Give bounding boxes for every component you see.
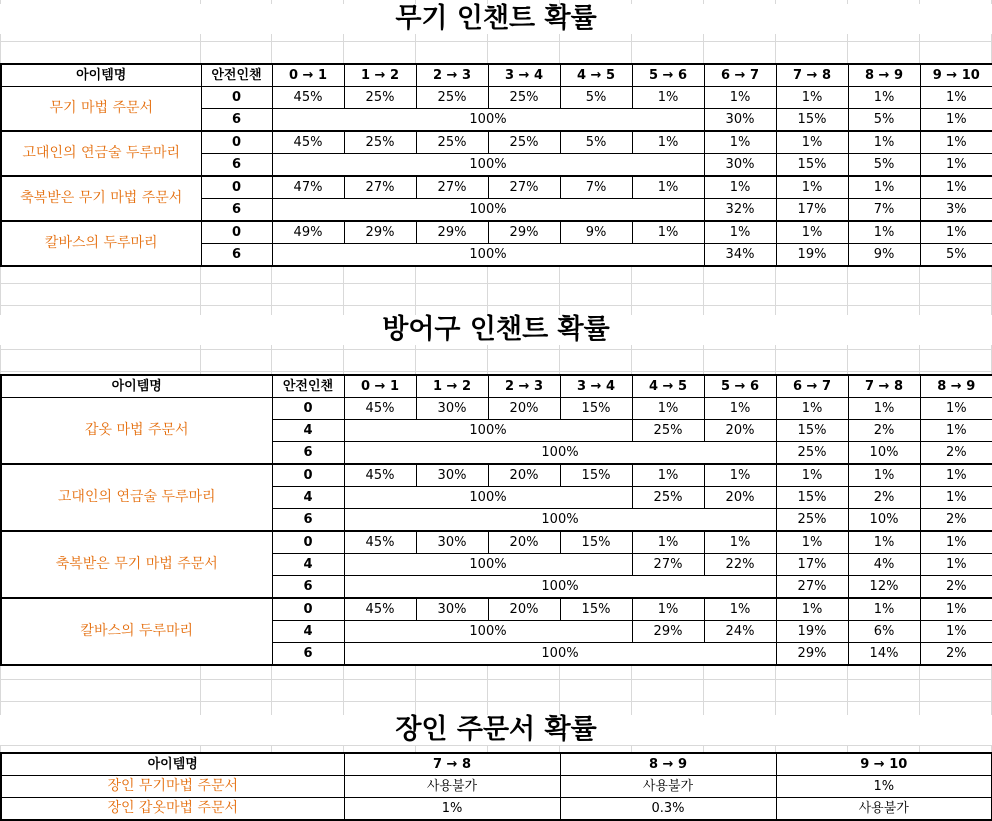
probability-cell: 1%: [776, 221, 848, 244]
column-header: 0 → 1: [272, 64, 344, 87]
probability-cell: 100%: [344, 442, 776, 465]
table-row: [1, 531, 992, 554]
probability-cell: 20%: [704, 420, 776, 442]
table-row: [1, 598, 992, 621]
probability-cell: 1%: [920, 554, 992, 576]
probability-cell: 10%: [848, 442, 920, 465]
column-header: 6 → 7: [776, 375, 848, 398]
probability-cell: 29%: [776, 643, 848, 666]
column-header: 3 → 4: [488, 64, 560, 87]
probability-cell: 14%: [848, 643, 920, 666]
probability-cell: 29%: [416, 221, 488, 244]
column-header: 안전인챈: [272, 375, 344, 398]
probability-cell: 1%: [920, 398, 992, 420]
probability-cell: 5%: [920, 244, 992, 267]
item-name: 칼바스의 두루마리: [1, 221, 201, 266]
table-row: [1, 798, 992, 821]
safe-enchant-level: 6: [201, 199, 272, 222]
item-name: 무기 마법 주문서: [1, 87, 201, 132]
probability-cell: 24%: [704, 621, 776, 643]
probability-cell: 1%: [344, 798, 560, 821]
probability-cell: 15%: [776, 420, 848, 442]
probability-cell: 25%: [776, 442, 848, 465]
probability-cell: 15%: [560, 464, 632, 487]
probability-cell: 32%: [704, 199, 776, 222]
probability-cell: 7%: [848, 199, 920, 222]
safe-enchant-level: 6: [201, 109, 272, 132]
probability-cell: 45%: [344, 531, 416, 554]
probability-cell: 15%: [776, 109, 848, 132]
probability-cell: 29%: [488, 221, 560, 244]
header-row: [1, 375, 992, 398]
probability-cell: 25%: [416, 87, 488, 109]
probability-cell: 1%: [632, 131, 704, 154]
column-header: 아이템명: [1, 753, 344, 776]
probability-cell: 1%: [920, 131, 992, 154]
probability-cell: 17%: [776, 554, 848, 576]
probability-cell: 25%: [344, 87, 416, 109]
safe-enchant-level: 6: [272, 442, 344, 465]
probability-cell: 15%: [560, 531, 632, 554]
column-header: 아이템명: [1, 64, 201, 87]
column-header: 4 → 5: [632, 375, 704, 398]
probability-cell: 1%: [776, 398, 848, 420]
column-header: 7 → 8: [776, 64, 848, 87]
armor-enchant-table: [0, 374, 992, 666]
probability-cell: 1%: [920, 464, 992, 487]
probability-cell: 100%: [272, 244, 704, 267]
probability-cell: 30%: [416, 531, 488, 554]
probability-cell: 1%: [704, 131, 776, 154]
column-header: 0 → 1: [344, 375, 416, 398]
probability-cell: 27%: [416, 176, 488, 199]
safe-enchant-level: 0: [272, 464, 344, 487]
probability-cell: 30%: [416, 464, 488, 487]
table-row: [1, 221, 992, 244]
probability-cell: 49%: [272, 221, 344, 244]
probability-cell: 30%: [704, 154, 776, 177]
probability-cell: 1%: [920, 487, 992, 509]
probability-cell: 27%: [344, 176, 416, 199]
safe-enchant-level: 0: [201, 176, 272, 199]
probability-cell: 5%: [560, 131, 632, 154]
weapon-enchant-table: [0, 63, 992, 267]
probability-cell: 100%: [344, 487, 632, 509]
probability-cell: 100%: [272, 109, 704, 132]
probability-cell: 45%: [272, 87, 344, 109]
probability-cell: 1%: [776, 531, 848, 554]
probability-cell: 5%: [560, 87, 632, 109]
probability-cell: 19%: [776, 244, 848, 267]
probability-cell: 1%: [776, 598, 848, 621]
probability-cell: 1%: [632, 176, 704, 199]
probability-cell: 25%: [632, 487, 704, 509]
probability-cell: 1%: [632, 598, 704, 621]
header-row: [1, 753, 992, 776]
probability-cell: 25%: [488, 131, 560, 154]
probability-cell: 100%: [272, 199, 704, 222]
column-header: 1 → 2: [416, 375, 488, 398]
probability-cell: 25%: [416, 131, 488, 154]
safe-enchant-level: 6: [201, 244, 272, 267]
safe-enchant-level: 0: [272, 398, 344, 420]
probability-cell: 1%: [776, 464, 848, 487]
safe-enchant-level: 0: [272, 598, 344, 621]
probability-cell: 1%: [704, 221, 776, 244]
probability-cell: 100%: [344, 554, 632, 576]
table-row: [1, 131, 992, 154]
probability-cell: 1%: [920, 598, 992, 621]
column-header: 3 → 4: [560, 375, 632, 398]
probability-cell: 25%: [488, 87, 560, 109]
probability-cell: 47%: [272, 176, 344, 199]
probability-cell: 사용불가: [560, 776, 776, 798]
probability-cell: 9%: [848, 244, 920, 267]
header-row: [1, 64, 992, 87]
probability-cell: 1%: [920, 621, 992, 643]
safe-enchant-level: 0: [201, 221, 272, 244]
probability-cell: 9%: [560, 221, 632, 244]
probability-cell: 1%: [848, 221, 920, 244]
weapon-enchant-title: 무기 인챈트 확률: [0, 4, 992, 34]
probability-cell: 34%: [704, 244, 776, 267]
item-name: 축복받은 무기 마법 주문서: [1, 531, 272, 598]
probability-cell: 1%: [920, 420, 992, 442]
probability-cell: 15%: [560, 598, 632, 621]
probability-cell: 20%: [488, 598, 560, 621]
probability-cell: 20%: [488, 464, 560, 487]
column-header: 9 → 10: [920, 64, 992, 87]
probability-cell: 1%: [776, 176, 848, 199]
probability-cell: 100%: [344, 576, 776, 599]
probability-cell: 10%: [848, 509, 920, 532]
table-row: [1, 176, 992, 199]
column-header: 7 → 8: [344, 753, 560, 776]
probability-cell: 5%: [848, 154, 920, 177]
safe-enchant-level: 0: [201, 131, 272, 154]
probability-cell: 100%: [272, 154, 704, 177]
probability-cell: 20%: [488, 531, 560, 554]
probability-cell: 15%: [776, 487, 848, 509]
safe-enchant-level: 4: [272, 621, 344, 643]
table-row: [1, 398, 992, 420]
probability-cell: 1%: [704, 398, 776, 420]
probability-cell: 29%: [632, 621, 704, 643]
probability-cell: 45%: [272, 131, 344, 154]
probability-cell: 2%: [920, 576, 992, 599]
column-header: 5 → 6: [704, 375, 776, 398]
probability-cell: 1%: [704, 176, 776, 199]
safe-enchant-level: 6: [201, 154, 272, 177]
column-header: 8 → 9: [920, 375, 992, 398]
probability-cell: 27%: [632, 554, 704, 576]
probability-cell: 20%: [704, 487, 776, 509]
column-header: 5 → 6: [632, 64, 704, 87]
probability-cell: 1%: [920, 531, 992, 554]
probability-cell: 100%: [344, 643, 776, 666]
probability-cell: 25%: [632, 420, 704, 442]
probability-cell: 15%: [560, 398, 632, 420]
column-header: 6 → 7: [704, 64, 776, 87]
probability-cell: 1%: [848, 531, 920, 554]
probability-cell: 1%: [848, 87, 920, 109]
probability-cell: 17%: [776, 199, 848, 222]
safe-enchant-level: 4: [272, 554, 344, 576]
probability-cell: 1%: [920, 154, 992, 177]
probability-cell: 2%: [920, 643, 992, 666]
probability-cell: 1%: [776, 87, 848, 109]
probability-cell: 100%: [344, 509, 776, 532]
item-name: 갑옷 마법 주문서: [1, 398, 272, 465]
safe-enchant-level: 0: [201, 87, 272, 109]
probability-cell: 6%: [848, 621, 920, 643]
column-header: 4 → 5: [560, 64, 632, 87]
probability-cell: 1%: [632, 398, 704, 420]
probability-cell: 1%: [776, 131, 848, 154]
probability-cell: 1%: [776, 776, 992, 798]
probability-cell: 100%: [344, 621, 632, 643]
probability-cell: 45%: [344, 398, 416, 420]
item-name: 장인 갑옷마법 주문서: [1, 798, 344, 821]
item-name: 장인 무기마법 주문서: [1, 776, 344, 798]
column-header: 2 → 3: [416, 64, 488, 87]
probability-cell: 4%: [848, 554, 920, 576]
probability-cell: 27%: [488, 176, 560, 199]
probability-cell: 2%: [920, 509, 992, 532]
column-header: 7 → 8: [848, 375, 920, 398]
column-header: 8 → 9: [848, 64, 920, 87]
armor-enchant-title: 방어구 인챈트 확률: [0, 315, 992, 345]
probability-cell: 1%: [704, 87, 776, 109]
probability-cell: 1%: [920, 176, 992, 199]
probability-cell: 1%: [704, 464, 776, 487]
craftsman-scroll-title: 장인 주문서 확률: [0, 715, 992, 745]
item-name: 고대인의 연금술 두루마리: [1, 131, 201, 176]
column-header: 아이템명: [1, 375, 272, 398]
probability-cell: 1%: [920, 221, 992, 244]
probability-cell: 1%: [848, 398, 920, 420]
probability-cell: 2%: [920, 442, 992, 465]
item-name: 고대인의 연금술 두루마리: [1, 464, 272, 531]
probability-cell: 22%: [704, 554, 776, 576]
probability-cell: 1%: [632, 531, 704, 554]
probability-cell: 27%: [776, 576, 848, 599]
probability-cell: 3%: [920, 199, 992, 222]
probability-cell: 1%: [632, 464, 704, 487]
probability-cell: 1%: [848, 598, 920, 621]
probability-cell: 15%: [776, 154, 848, 177]
probability-cell: 100%: [344, 420, 632, 442]
probability-cell: 사용불가: [776, 798, 992, 821]
probability-cell: 45%: [344, 598, 416, 621]
probability-cell: 1%: [704, 598, 776, 621]
probability-cell: 30%: [416, 398, 488, 420]
probability-cell: 1%: [920, 109, 992, 132]
probability-cell: 25%: [344, 131, 416, 154]
probability-cell: 7%: [560, 176, 632, 199]
craftsman-scroll-table: [0, 752, 992, 821]
table-row: [1, 87, 992, 109]
probability-cell: 29%: [344, 221, 416, 244]
probability-cell: 5%: [848, 109, 920, 132]
column-header: 1 → 2: [344, 64, 416, 87]
safe-enchant-level: 0: [272, 531, 344, 554]
probability-cell: 30%: [416, 598, 488, 621]
safe-enchant-level: 4: [272, 420, 344, 442]
item-name: 축복받은 무기 마법 주문서: [1, 176, 201, 221]
table-row: [1, 776, 992, 798]
probability-cell: 19%: [776, 621, 848, 643]
probability-cell: 25%: [776, 509, 848, 532]
probability-cell: 45%: [344, 464, 416, 487]
column-header: 9 → 10: [776, 753, 992, 776]
item-name: 칼바스의 두루마리: [1, 598, 272, 665]
column-header: 8 → 9: [560, 753, 776, 776]
table-row: [1, 464, 992, 487]
probability-cell: 1%: [848, 131, 920, 154]
probability-cell: 1%: [920, 87, 992, 109]
probability-cell: 0.3%: [560, 798, 776, 821]
probability-cell: 1%: [848, 464, 920, 487]
probability-cell: 1%: [704, 531, 776, 554]
safe-enchant-level: 6: [272, 509, 344, 532]
probability-cell: 20%: [488, 398, 560, 420]
probability-cell: 1%: [848, 176, 920, 199]
probability-cell: 30%: [704, 109, 776, 132]
column-header: 2 → 3: [488, 375, 560, 398]
probability-cell: 1%: [632, 221, 704, 244]
column-header: 안전인챈: [201, 64, 272, 87]
probability-cell: 1%: [632, 87, 704, 109]
probability-cell: 2%: [848, 420, 920, 442]
probability-cell: 12%: [848, 576, 920, 599]
probability-cell: 2%: [848, 487, 920, 509]
safe-enchant-level: 6: [272, 643, 344, 666]
safe-enchant-level: 6: [272, 576, 344, 599]
safe-enchant-level: 4: [272, 487, 344, 509]
probability-cell: 사용불가: [344, 776, 560, 798]
